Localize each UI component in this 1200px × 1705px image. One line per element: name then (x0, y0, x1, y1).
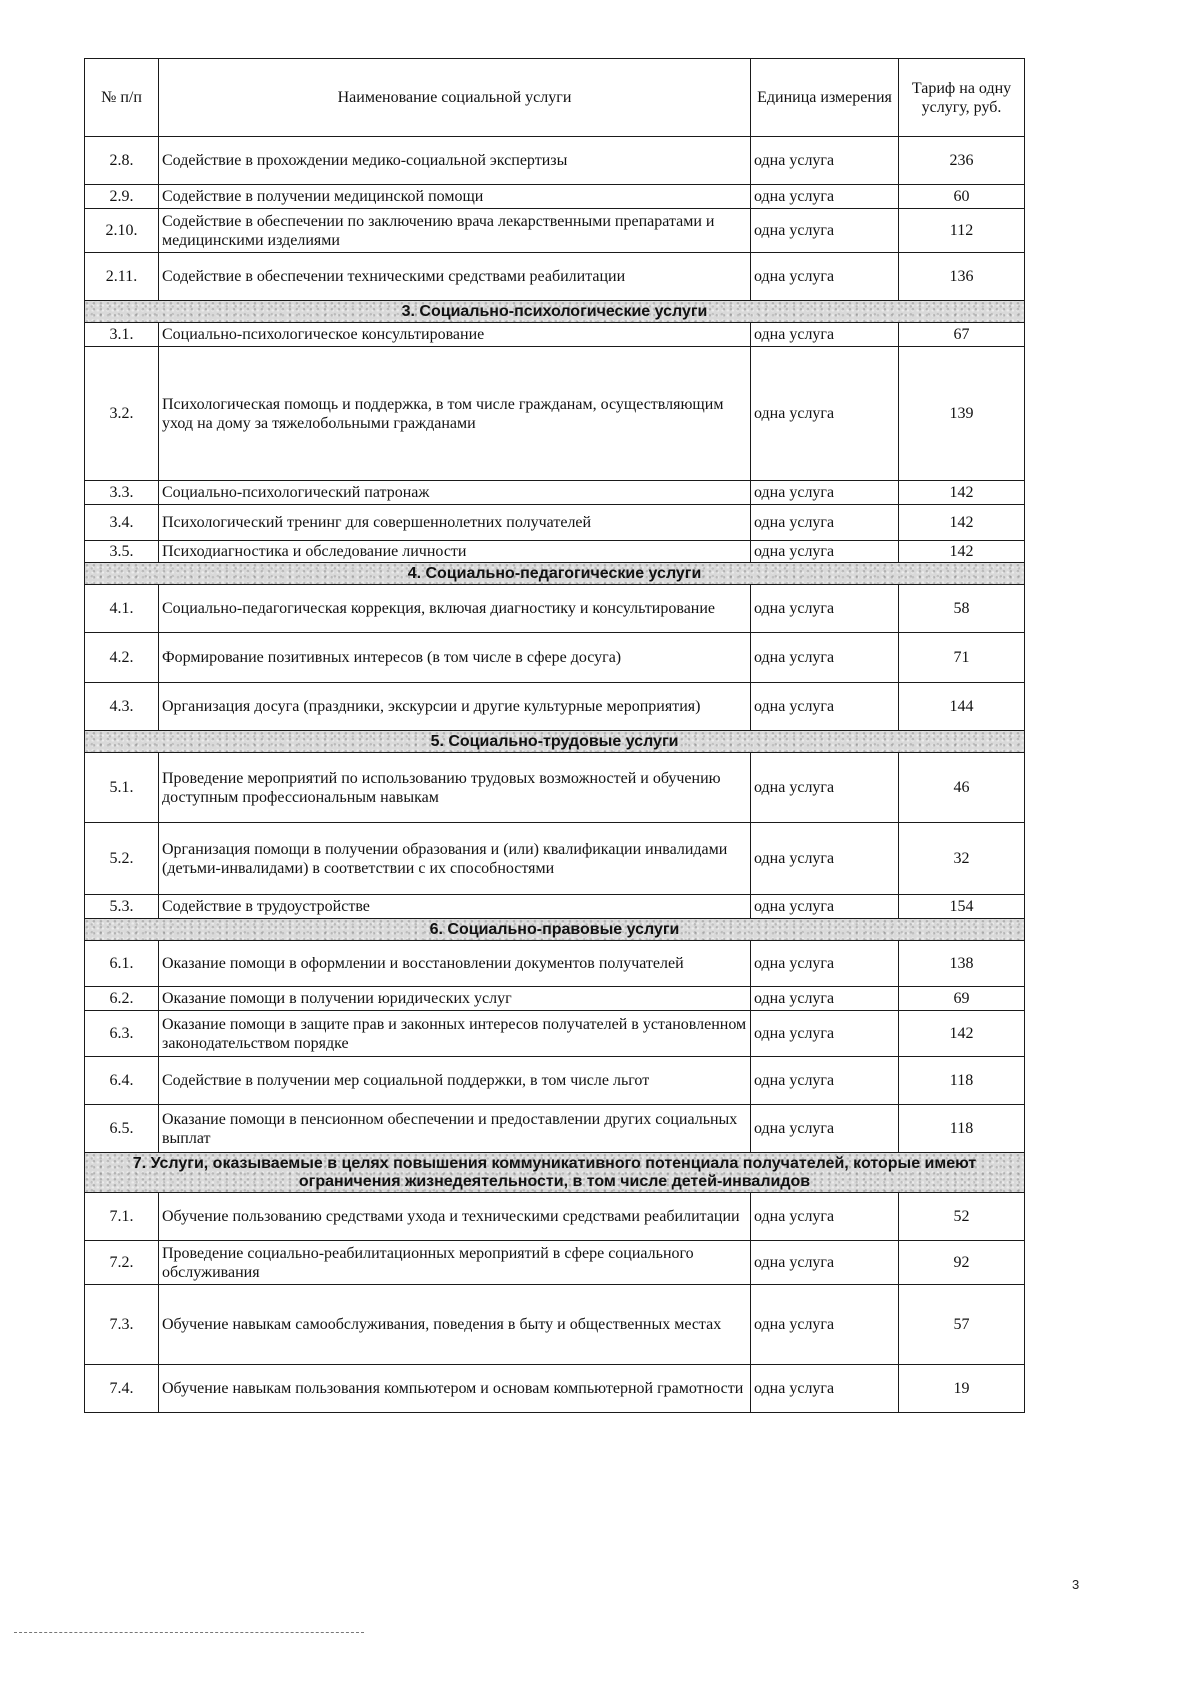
row-num: 2.9. (85, 185, 159, 209)
table-row (85, 1241, 1025, 1285)
unit-of-measure: одна услуга (751, 941, 899, 987)
tariff-value: 142 (899, 1011, 1025, 1057)
unit-of-measure: одна услуга (751, 1011, 899, 1057)
table-row (85, 505, 1025, 541)
section-row (85, 563, 1025, 585)
tariff-value: 71 (899, 633, 1025, 683)
table-row (85, 481, 1025, 505)
unit-of-measure: одна услуга (751, 347, 899, 481)
service-name: Содействие в прохождении медико-социальной экспертизы (159, 137, 751, 185)
tariff-value: 139 (899, 347, 1025, 481)
row-num: 3.5. (85, 541, 159, 563)
tariff-value: 112 (899, 209, 1025, 253)
unit-of-measure: одна услуга (751, 209, 899, 253)
page-number: 3 (1072, 1577, 1080, 1592)
row-num: 6.1. (85, 941, 159, 987)
unit-of-measure: одна услуга (751, 253, 899, 301)
tariff-value: 118 (899, 1105, 1025, 1153)
table-row (85, 541, 1025, 563)
tariff-value: 58 (899, 585, 1025, 633)
unit-of-measure: одна услуга (751, 1365, 899, 1413)
row-num: 3.4. (85, 505, 159, 541)
table-row (85, 1285, 1025, 1365)
tariff-value: 136 (899, 253, 1025, 301)
service-name: Оказание помощи в пенсионном обеспечении и предоставлении других социальных выплат (159, 1105, 751, 1153)
table-row (85, 185, 1025, 209)
row-num: 4.2. (85, 633, 159, 683)
table-row (85, 987, 1025, 1011)
service-name: Содействие в трудоустройстве (159, 895, 751, 919)
service-name: Проведение социально-реабилитационных мероприятий в сфере социального обслуживания (159, 1241, 751, 1285)
row-num: 3.3. (85, 481, 159, 505)
service-name: Психологическая помощь и поддержка, в том числе гражданам, осуществляющим уход на дому за тяжелобольными гражданами (159, 347, 751, 481)
row-num: 7.1. (85, 1193, 159, 1241)
section-title: 7. Услуги, оказываемые в целях повышения коммуникативного потенциала получателей, которые имеют ограничения жизнедеятельности, в том числе детей-инвалидов (85, 1153, 1025, 1193)
service-name: Содействие в обеспечении техническими средствами реабилитации (159, 253, 751, 301)
table-row (85, 323, 1025, 347)
tariff-value: 144 (899, 683, 1025, 731)
unit-of-measure: одна услуга (751, 895, 899, 919)
tariff-value: 32 (899, 823, 1025, 895)
table-row (85, 1011, 1025, 1057)
unit-of-measure: одна услуга (751, 1057, 899, 1105)
table-row (85, 253, 1025, 301)
table-body (85, 137, 1025, 1413)
tariff-value: 92 (899, 1241, 1025, 1285)
tariff-value: 57 (899, 1285, 1025, 1365)
section-row (85, 301, 1025, 323)
unit-of-measure: одна услуга (751, 1193, 899, 1241)
row-num: 6.3. (85, 1011, 159, 1057)
service-name: Оказание помощи в оформлении и восстановлении документов получателей (159, 941, 751, 987)
header-tariff: Тариф на одну услугу, руб. (899, 59, 1025, 137)
service-name: Оказание помощи в защите прав и законных интересов получателей в установленном законодательством порядке (159, 1011, 751, 1057)
unit-of-measure: одна услуга (751, 683, 899, 731)
row-num: 5.3. (85, 895, 159, 919)
row-num: 7.3. (85, 1285, 159, 1365)
unit-of-measure: одна услуга (751, 753, 899, 823)
unit-of-measure: одна услуга (751, 987, 899, 1011)
row-num: 6.4. (85, 1057, 159, 1105)
section-title: 5. Социально-трудовые услуги (85, 731, 1025, 753)
service-name: Оказание помощи в получении юридических услуг (159, 987, 751, 1011)
tariff-value: 138 (899, 941, 1025, 987)
service-name: Психодиагностика и обследование личности (159, 541, 751, 563)
service-name: Социально-психологический патронаж (159, 481, 751, 505)
service-name: Социально-педагогическая коррекция, включая диагностику и консультирование (159, 585, 751, 633)
table-row (85, 1365, 1025, 1413)
tariff-value: 46 (899, 753, 1025, 823)
section-row (85, 919, 1025, 941)
tariff-value: 69 (899, 987, 1025, 1011)
row-num: 2.11. (85, 253, 159, 301)
table-row (85, 683, 1025, 731)
service-name: Обучение навыкам пользования компьютером и основам компьютерной грамотности (159, 1365, 751, 1413)
section-title: 6. Социально-правовые услуги (85, 919, 1025, 941)
section-row (85, 1153, 1025, 1193)
unit-of-measure: одна услуга (751, 1105, 899, 1153)
table-header-row (85, 59, 1025, 137)
tariff-value: 142 (899, 541, 1025, 563)
service-name: Организация досуга (праздники, экскурсии и другие культурные мероприятия) (159, 683, 751, 731)
row-num: 3.2. (85, 347, 159, 481)
header-unit: Единица измерения (751, 59, 899, 137)
tariff-value: 19 (899, 1365, 1025, 1413)
section-row (85, 731, 1025, 753)
table-row (85, 633, 1025, 683)
table-row (85, 941, 1025, 987)
row-num: 6.5. (85, 1105, 159, 1153)
service-name: Психологический тренинг для совершеннолетних получателей (159, 505, 751, 541)
header-num: № п/п (85, 59, 159, 137)
table-row (85, 1193, 1025, 1241)
service-name: Организация помощи в получении образования и (или) квалификации инвалидами (детьми-инвалидами) в соответствии с их способностями (159, 823, 751, 895)
row-num: 7.2. (85, 1241, 159, 1285)
tariff-value: 118 (899, 1057, 1025, 1105)
unit-of-measure: одна услуга (751, 137, 899, 185)
tariff-value: 67 (899, 323, 1025, 347)
table-row (85, 1057, 1025, 1105)
unit-of-measure: одна услуга (751, 185, 899, 209)
tariff-value: 154 (899, 895, 1025, 919)
row-num: 5.2. (85, 823, 159, 895)
unit-of-measure: одна услуга (751, 633, 899, 683)
unit-of-measure: одна услуга (751, 505, 899, 541)
unit-of-measure: одна услуга (751, 481, 899, 505)
unit-of-measure: одна услуга (751, 541, 899, 563)
service-name: Обучение пользованию средствами ухода и техническими средствами реабилитации (159, 1193, 751, 1241)
unit-of-measure: одна услуга (751, 1285, 899, 1365)
service-name: Социально-психологическое консультирование (159, 323, 751, 347)
tariff-value: 236 (899, 137, 1025, 185)
table-row (85, 895, 1025, 919)
table-row (85, 347, 1025, 481)
scan-artifact-line (14, 1632, 364, 1633)
table-row (85, 753, 1025, 823)
unit-of-measure: одна услуга (751, 585, 899, 633)
tariff-value: 52 (899, 1193, 1025, 1241)
table-row (85, 137, 1025, 185)
tariff-value: 142 (899, 481, 1025, 505)
unit-of-measure: одна услуга (751, 323, 899, 347)
unit-of-measure: одна услуга (751, 1241, 899, 1285)
row-num: 6.2. (85, 987, 159, 1011)
section-title: 4. Социально-педагогические услуги (85, 563, 1025, 585)
tariff-value: 142 (899, 505, 1025, 541)
table-row (85, 1105, 1025, 1153)
unit-of-measure: одна услуга (751, 823, 899, 895)
section-title: 3. Социально-психологические услуги (85, 301, 1025, 323)
service-name: Проведение мероприятий по использованию трудовых возможностей и обучению доступным профессиональным навыкам (159, 753, 751, 823)
table-row (85, 823, 1025, 895)
row-num: 2.10. (85, 209, 159, 253)
tariff-value: 60 (899, 185, 1025, 209)
row-num: 7.4. (85, 1365, 159, 1413)
row-num: 5.1. (85, 753, 159, 823)
service-name: Содействие в получении мер социальной поддержки, в том числе льгот (159, 1057, 751, 1105)
table-row (85, 585, 1025, 633)
row-num: 3.1. (85, 323, 159, 347)
tariff-table (84, 58, 1025, 1413)
row-num: 2.8. (85, 137, 159, 185)
service-name: Обучение навыкам самообслуживания, поведения в быту и общественных местах (159, 1285, 751, 1365)
row-num: 4.1. (85, 585, 159, 633)
header-name: Наименование социальной услуги (159, 59, 751, 137)
service-name: Содействие в получении медицинской помощи (159, 185, 751, 209)
row-num: 4.3. (85, 683, 159, 731)
service-name: Содействие в обеспечении по заключению врача лекарственными препаратами и медицинскими изделиями (159, 209, 751, 253)
table-row (85, 209, 1025, 253)
service-name: Формирование позитивных интересов (в том числе в сфере досуга) (159, 633, 751, 683)
